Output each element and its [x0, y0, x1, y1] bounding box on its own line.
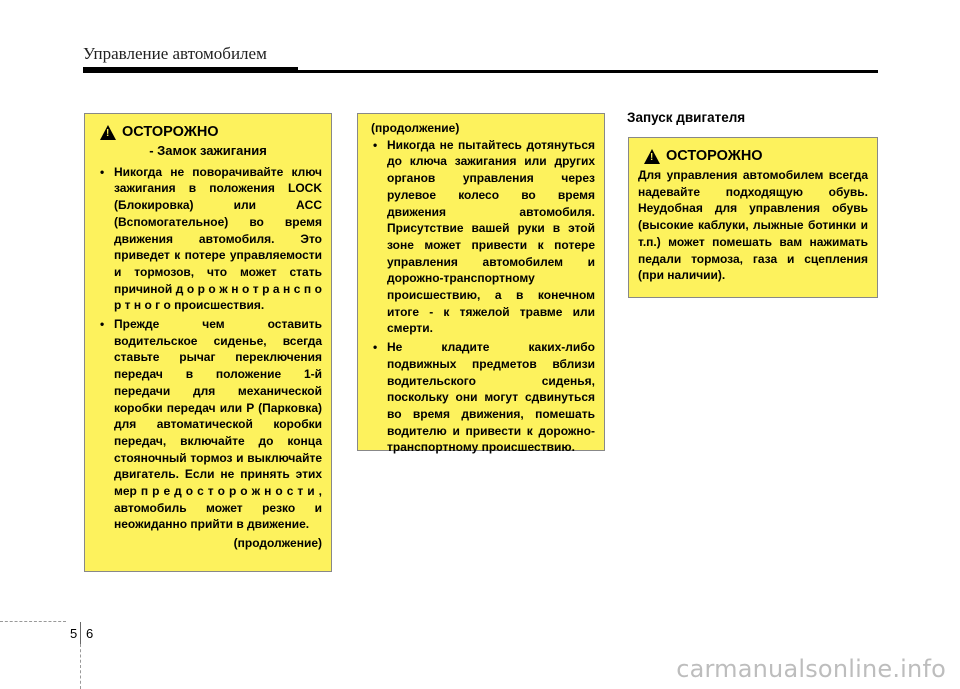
- watermark: carmanualsonline.info: [676, 655, 946, 683]
- list-item-text: Не кладите каких-либо подвижных предметов вблизи водительского сиденья, поскольку они могут сдвинуться во время движения, помешать водителю и привести к дорожно-транспортному происшествию.: [387, 340, 595, 455]
- warning-box-footwear: [628, 137, 878, 298]
- warning-title: ОСТОРОЖНО: [122, 124, 219, 140]
- list-item-text: Никогда не поворачивайте ключ зажигания в положения LOCK (Блокировка) или ACC (Вспомогательное) во время движения автомобиля. Это приведет к потере управляемости и тормозов, что может стать причиной д о р о ж н о т р а н с п о р т н о г о происшествия.: [114, 164, 322, 313]
- list-item-text: Прежде чем оставить водительское сиденье, всегда ставьте рычаг переключения передач в положение 1-й передачи для механической коробки передач или P (Парковка) для автоматической коробки передач, включайте до конца стояночный тормоз и выключайте двигатель. Если не принять этих мер п р е д о с т о р о ж н о с т и , автомобиль может резко и неожиданно прийти в движение.: [114, 317, 322, 532]
- warning-text: Для управления автомобилем всегда надевайте подходящую обувь. Неудобная для управления обувь (высокие каблуки, лыжные ботинки и т.п.) может помешать вам нажимать педали тормоза, газа и сцепления (при наличии).: [638, 168, 868, 283]
- warning-heading: [100, 124, 322, 140]
- list-item-text: Никогда не пытайтесь дотянуться до ключа зажигания или других органов управления через рулевое колесо во время движения автомобиля. Присутствие вашей руки в этой зоне может привести к потере управления автомобилем и дорожно-транспортному происшествию, а в конечном итоге - к тяжелой травме или смерти.: [387, 137, 595, 336]
- warning-box-ignition: [84, 113, 332, 572]
- page-number-left: 5: [70, 626, 78, 641]
- page-header-title: Управление автомобилем: [83, 44, 267, 63]
- warning-triangle-icon: !: [644, 149, 660, 164]
- list-item: • Не кладите каких-либо подвижных предметов вблизи водительского сиденья, поскольку они могут сдвинуться во время движения, помешать водителю и привести к дорожно-транспортному происшествию.: [373, 340, 595, 455]
- page-number-right: 6: [86, 626, 94, 641]
- warning-triangle-icon: !: [100, 125, 116, 140]
- list-item: • Никогда не пытайтесь дотянуться до ключа зажигания или других органов управления через рулевое колесо во время движения автомобиля. Присутствие вашей руки в этой зоне может привести к потере управления автомобилем и дорожно-транспортному происшествию, а в конечном итоге - к тяжелой травме или смерти.: [373, 137, 595, 336]
- list-item: • Никогда не поворачивайте ключ зажигания в положения LOCK (Блокировка) или ACC (Вспомогательное) во время движения автомобиля. Это приведет к потере управляемости и тормозов, что может стать причиной д о р о ж н о т р а н с п о р т н о г о происшествия.: [100, 164, 322, 313]
- continued-label: (продолжение): [233, 536, 322, 551]
- warning-box-continued: [357, 113, 605, 455]
- continued-label: (продолжение): [371, 121, 460, 135]
- header-rule: [83, 70, 878, 73]
- warning-title: ОСТОРОЖНО: [666, 148, 763, 164]
- list-item: • Прежде чем оставить водительское сиденье, всегда ставьте рычаг переключения передач в положение 1-й передачи для механической коробки передач или P (Парковка) для автоматической коробки передач, включайте до конца стояночный тормоз и выключайте двигатель. Если не принять этих мер п р е д о с т о р о ж н о с т и , автомобиль может резко и неожиданно прийти в движение.: [100, 317, 322, 532]
- warning-subtitle: - Замок зажигания: [149, 143, 267, 158]
- footer-dash-line: [0, 621, 66, 622]
- warning-heading: [644, 148, 868, 164]
- section-heading: Запуск двигателя: [627, 110, 746, 125]
- page-number-divider: [80, 622, 81, 644]
- footer-dash-line-vertical: [80, 644, 82, 689]
